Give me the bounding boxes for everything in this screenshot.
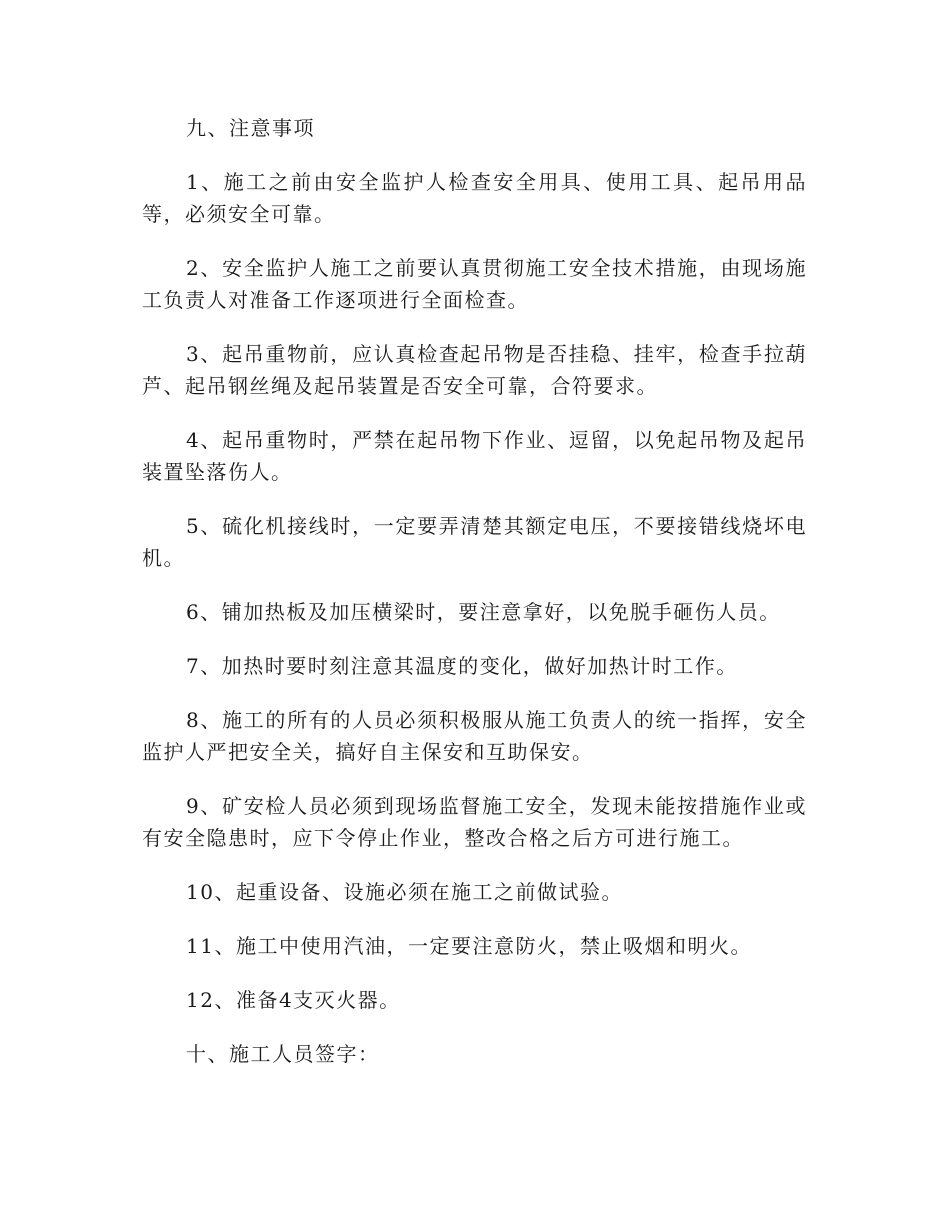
section-heading-signatures: 十、施工人员签字： xyxy=(186,1042,380,1066)
precaution-item-1: 1、施工之前由安全监护人检查安全用具、使用工具、起吊用品等，必须安全可靠。 xyxy=(142,170,807,226)
precaution-item-3: 3、起吊重物前，应认真检查起吊物是否挂稳、挂牢，检查手拉葫芦、起吊钢丝绳及起吊装置是否安全可靠，合符要求。 xyxy=(142,342,807,398)
precaution-item-8: 8、施工的所有的人员必须积极服从施工负责人的统一指挥，安全监护人严把安全关，搞好自主保安和互助保安。 xyxy=(142,708,807,764)
precaution-item-12: 12、准备4支灭火器。 xyxy=(186,988,401,1012)
precaution-item-10: 10、起重设备、设施必须在施工之前做试验。 xyxy=(186,880,623,904)
precaution-item-2: 2、安全监护人施工之前要认真贯彻施工安全技术措施，由现场施工负责人对准备工作逐项进行全面检查。 xyxy=(142,256,807,312)
precaution-item-6: 6、铺加热板及加压横梁时，要注意拿好，以免脱手砸伤人员。 xyxy=(186,600,781,624)
section-heading-precautions: 九、注意事项 xyxy=(186,116,315,140)
precaution-item-11: 11、施工中使用汽油，一定要注意防火，禁止吸烟和明火。 xyxy=(186,934,752,958)
precaution-item-9: 9、矿安检人员必须到现场监督施工安全，发现未能按措施作业或有安全隐患时，应下令停止作业，整改合格之后方可进行施工。 xyxy=(142,794,807,850)
precaution-item-7: 7、加热时要时刻注意其温度的变化，做好加热计时工作。 xyxy=(186,654,738,678)
document-body xyxy=(142,112,807,1092)
precaution-item-4: 4、起吊重物时，严禁在起吊物下作业、逗留，以免起吊物及起吊装置坠落伤人。 xyxy=(142,428,807,484)
precaution-item-5: 5、硫化机接线时，一定要弄清楚其额定电压，不要接错线烧坏电机。 xyxy=(142,514,807,570)
